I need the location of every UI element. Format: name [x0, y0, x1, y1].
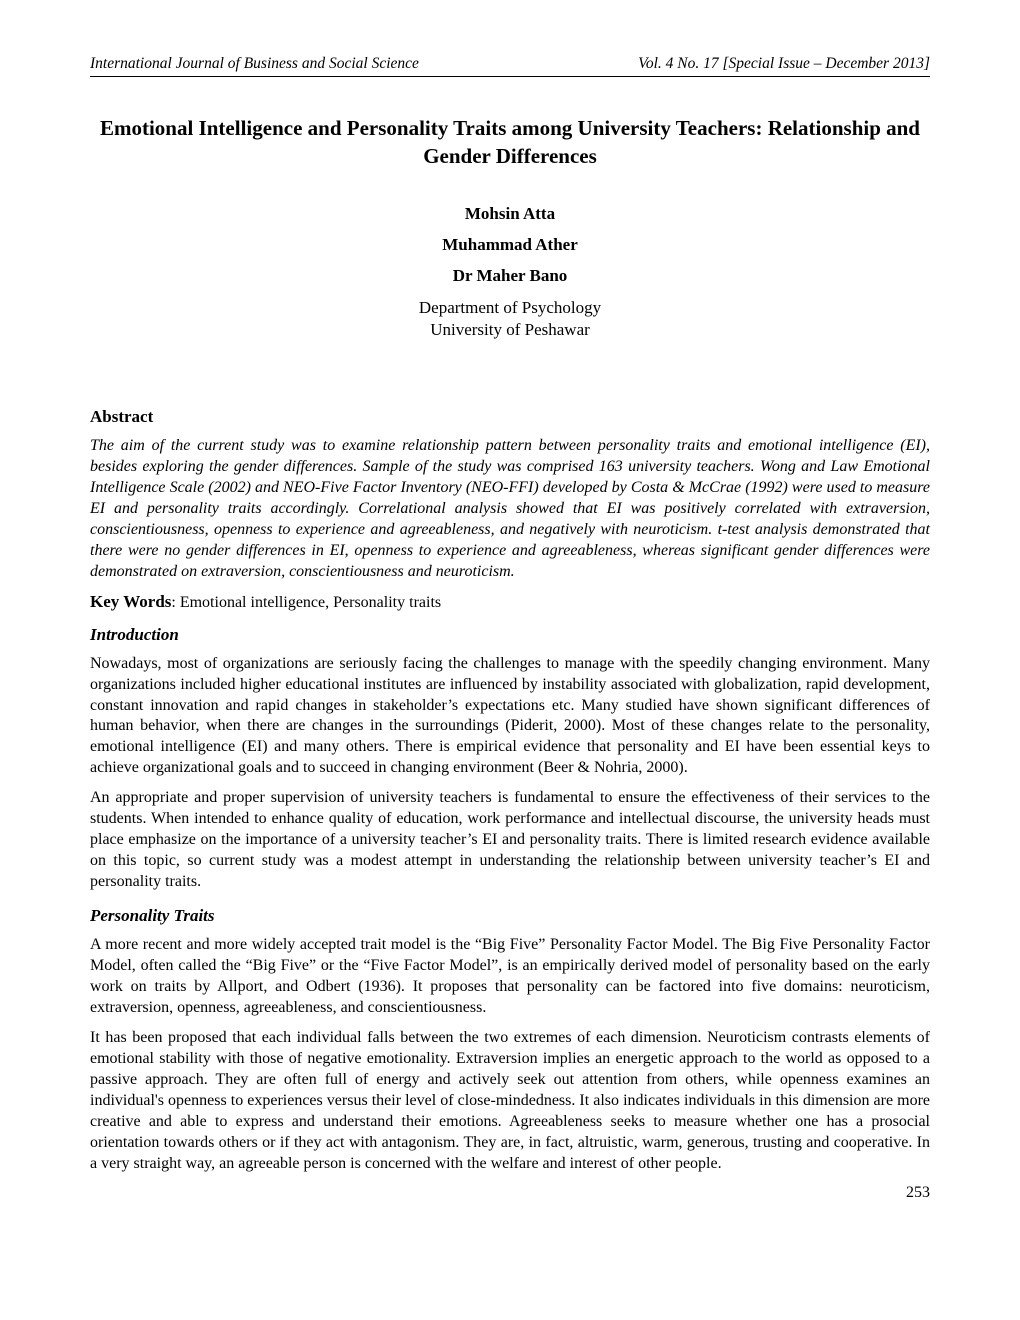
- abstract-text: The aim of the current study was to examine relationship pattern between personality traits and emotional intelligence (EI), besides exploring the gender differences. Sample of the study was comprised 163 university teachers. Wong and Law Emotional Intelligence Scale (2002) and NEO-Five Factor Inventory (NEO-FFI) developed by Costa & McCrae (1992) were used to measure EI and personality traits accordingly. Correlational analysis showed that EI was positively correlated with extraversion, conscientiousness, openness to experience and agreeableness, and negatively with neuroticism. t-test analysis demonstrated that there were no gender differences in EI, openness to experience and agreeableness, whereas significant gender differences were demonstrated on extraversion, conscientiousness and neuroticism.: [90, 436, 930, 580]
- introduction-paragraph-2: An appropriate and proper supervision of university teachers is fundamental to ensure the effectiveness of their services to the students. When intended to enhance quality of education, work performance and intellectual discourse, the university heads must place emphasize on the importance of a university teacher’s EI and personality traits. There is limited research evidence available on this topic, so current study was a modest attempt in understanding the relationship between university teacher’s EI and personality traits.: [90, 789, 930, 891]
- keywords-text: : Emotional intelligence, Personality traits: [171, 593, 442, 611]
- personality-traits-paragraph-1: A more recent and more widely accepted trait model is the “Big Five” Personality Factor Model. The Big Five Personality Factor Model, often called the “Big Five” or the “Five Factor Model”, is an empirically derived model of personality based on the early work on traits by Allport, and Odbert (1936). It proposes that personality can be factored into five domains: neuroticism, extraversion, openness, agreeableness, and conscientiousness.: [90, 936, 930, 1016]
- issue-info: Vol. 4 No. 17 [Special Issue – December 2013]: [638, 55, 930, 72]
- author-name-2: Muhammad Ather: [442, 235, 578, 255]
- section-heading-introduction: Introduction: [90, 624, 179, 644]
- author-block: [90, 204, 930, 286]
- page-number: 253: [906, 1183, 930, 1201]
- abstract-heading: Abstract: [90, 406, 154, 426]
- paper-title: Emotional Intelligence and Personality Traits among University Teachers: Relationship and Gender Differences: [99, 116, 920, 168]
- journal-name: International Journal of Business and Social Science: [90, 55, 419, 72]
- keywords-label: Key Words: [90, 591, 172, 611]
- author-name-3: Dr Maher Bano: [452, 266, 568, 286]
- author-name-1: Mohsin Atta: [464, 204, 556, 224]
- affiliation-university: University of Peshawar: [430, 320, 590, 340]
- personality-traits-paragraph-2: It has been proposed that each individual falls between the two extremes of each dimension. Neuroticism contrasts elements of emotional stability with those of negative emotionality. Extraversion implies an energetic approach to the world as opposed to a passive approach. They are often full of energy and actively seek out attention from others, while openness examines an individual's openness to experiences versus their level of close-mindedness. It also indicates individuals in this dimension are more creative and able to express and understand their emotions. Agreeableness seeks to measure whether one has a prosocial orientation towards others or if they act with antagonism. They are, in fact, altruistic, warm, generous, trusting and cooperative. In a very straight way, an agreeable person is concerned with the welfare and interest of other people.: [90, 1028, 930, 1172]
- section-heading-personality-traits: Personality Traits: [90, 906, 215, 926]
- affiliation-department: Department of Psychology: [418, 298, 602, 318]
- affiliation-block: [90, 297, 930, 341]
- keywords-line: [90, 592, 930, 612]
- running-header: [90, 55, 930, 77]
- introduction-paragraph-1: Nowadays, most of organizations are seriously facing the challenges to manage with the speedily changing environment. Many organizations included higher educational institutes are influenced by instability associated with globalization, rapid development, constant innovation and rapid changes in stakeholder’s expectations etc. Many studied have shown significant differences of human behavior, when there are changes in the surroundings (Piderit, 2000). Most of these changes relate to the personality, emotional intelligence (EI) and many others. There is empirical evidence that personality and EI have been essential keys to achieve organizational goals and to succeed in changing environment (Beer & Nohria, 2000).: [90, 654, 930, 777]
